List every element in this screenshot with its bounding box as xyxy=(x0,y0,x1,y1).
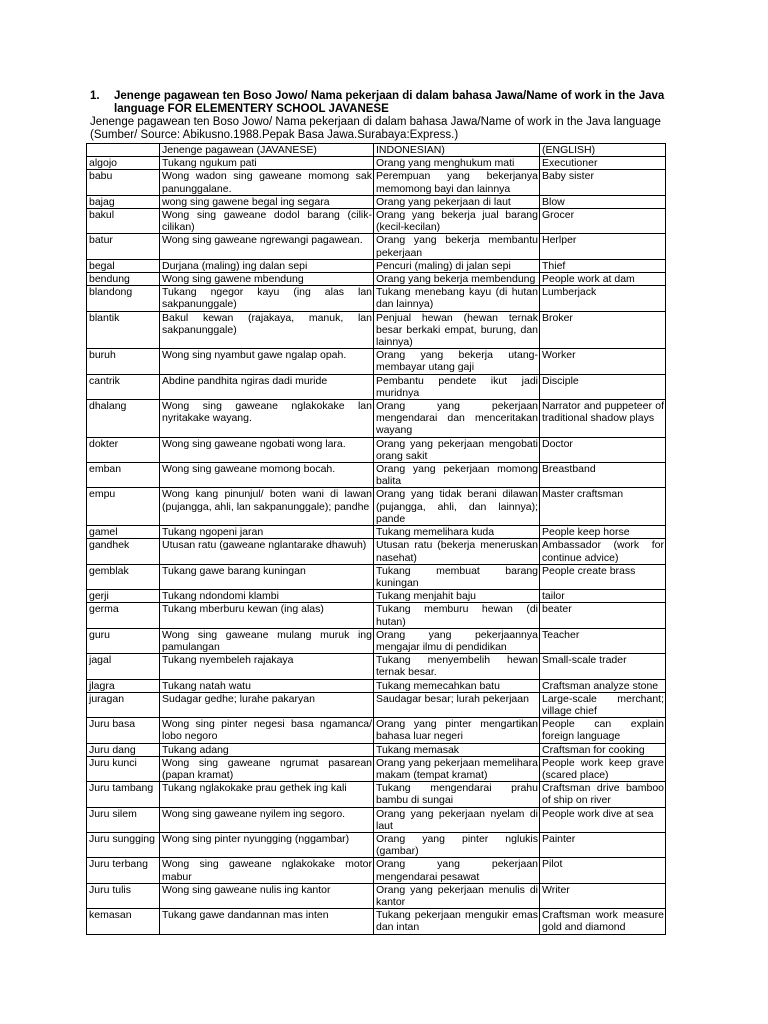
cell-word: batur xyxy=(87,234,160,259)
cell-word: Juru sungging xyxy=(87,832,160,857)
cell-indonesian: Orang yang bekerja jual barang (kecil-kecilan) xyxy=(374,209,540,234)
table-row xyxy=(87,756,666,781)
table-row xyxy=(87,718,666,743)
cell-english: Writer xyxy=(540,883,666,908)
table-row xyxy=(87,157,666,170)
cell-javanese: Wong sing gaweane ngobati wong lara. xyxy=(160,437,374,462)
table-row xyxy=(87,743,666,756)
cell-word: buruh xyxy=(87,349,160,374)
cell-word: Juru dang xyxy=(87,743,160,756)
cell-indonesian: Tukang memburu hewan (di hutan) xyxy=(374,603,540,628)
cell-word: germa xyxy=(87,603,160,628)
cell-english: Pilot xyxy=(540,858,666,883)
cell-javanese: Tukang gawe dandannan mas inten xyxy=(160,909,374,934)
table-row xyxy=(87,832,666,857)
cell-indonesian: Tukang menebang kayu (di hutan dan lainnya) xyxy=(374,286,540,311)
cell-javanese: Utusan ratu (gaweane nglantarake dhawuh) xyxy=(160,539,374,564)
cell-javanese: Wong sing pinter nyungging (nggambar) xyxy=(160,832,374,857)
heading xyxy=(90,90,680,116)
cell-javanese: Wong kang pinunjul/ boten wani di lawan (pujangga, ahli, lan sakpanunggale); pandhe xyxy=(160,488,374,526)
cell-indonesian: Orang yang pekerjaan mengendarai pesawat xyxy=(374,858,540,883)
table-row xyxy=(87,311,666,349)
column-header xyxy=(87,144,160,157)
cell-indonesian: Tukang memecahkan batu xyxy=(374,679,540,692)
cell-indonesian: Tukang menyembelih hewan ternak besar. xyxy=(374,654,540,679)
cell-english: Breastband xyxy=(540,463,666,488)
table-row xyxy=(87,539,666,564)
cell-javanese: Tukang adang xyxy=(160,743,374,756)
cell-english: Baby sister xyxy=(540,170,666,195)
cell-word: Juru kunci xyxy=(87,756,160,781)
table-row xyxy=(87,590,666,603)
table-row xyxy=(87,628,666,653)
cell-english: Ambassador (work for continue advice) xyxy=(540,539,666,564)
heading-title-line1: Jenenge pagawean ten Boso Jowo/ Nama pekerjaan di dalam bahasa Jawa/Name of work in the Java xyxy=(114,90,665,102)
cell-word: bakul xyxy=(87,209,160,234)
cell-english: Craftsman analyze stone xyxy=(540,679,666,692)
cell-javanese: Tukang ngegor kayu (ing alas lan sakpanunggale) xyxy=(160,286,374,311)
cell-indonesian: Tukang menjahit baju xyxy=(374,590,540,603)
cell-javanese: Tukang nyembeleh rajakaya xyxy=(160,654,374,679)
cell-javanese: Durjana (maling) ing dalan sepi xyxy=(160,259,374,272)
cell-word: bajag xyxy=(87,195,160,208)
cell-english: Doctor xyxy=(540,437,666,462)
cell-word: Juru terbang xyxy=(87,858,160,883)
cell-javanese: Wong sing gaweane nyilem ing segoro. xyxy=(160,807,374,832)
cell-indonesian: Pembantu pendete ikut jadi muridnya xyxy=(374,374,540,399)
table-row xyxy=(87,259,666,272)
cell-english: Small-scale trader xyxy=(540,654,666,679)
cell-indonesian: Orang yang pekerjaan di laut xyxy=(374,195,540,208)
cell-word: Juru silem xyxy=(87,807,160,832)
cell-indonesian: Orang yang pekerjaan nyelam di laut xyxy=(374,807,540,832)
cell-javanese: Wong sing gawene mbendung xyxy=(160,273,374,286)
cell-word: begal xyxy=(87,259,160,272)
table-row xyxy=(87,654,666,679)
cell-indonesian: Orang yang tidak berani dilawan (pujangga, ahli, dan lainnya); pande xyxy=(374,488,540,526)
table-row xyxy=(87,782,666,807)
cell-indonesian: Perempuan yang bekerjanya memomong bayi dan lainnya xyxy=(374,170,540,195)
cell-javanese: Tukang natah watu xyxy=(160,679,374,692)
column-header: Jenenge pagawean (JAVANESE) xyxy=(160,144,374,157)
cell-word: emban xyxy=(87,463,160,488)
table-row xyxy=(87,883,666,908)
table-row xyxy=(87,463,666,488)
cell-indonesian: Tukang memelihara kuda xyxy=(374,526,540,539)
cell-english: People work dive at sea xyxy=(540,807,666,832)
cell-english: Disciple xyxy=(540,374,666,399)
cell-english: Broker xyxy=(540,311,666,349)
cell-english: Painter xyxy=(540,832,666,857)
cell-javanese: Wong wadon sing gaweane momong sak panunggalane. xyxy=(160,170,374,195)
cell-word: Juru tulis xyxy=(87,883,160,908)
cell-word: bendung xyxy=(87,273,160,286)
cell-english: Craftsman drive bamboo of ship on river xyxy=(540,782,666,807)
cell-english: Blow xyxy=(540,195,666,208)
cell-english: Large-scale merchant; village chief xyxy=(540,692,666,717)
cell-english: People can explain foreign language xyxy=(540,718,666,743)
document-header xyxy=(90,90,680,142)
cell-word: kemasan xyxy=(87,909,160,934)
cell-indonesian: Tukang memasak xyxy=(374,743,540,756)
table-row xyxy=(87,286,666,311)
cell-word: jlagra xyxy=(87,679,160,692)
table-row xyxy=(87,858,666,883)
cell-indonesian: Orang yang pekerjaan memelihara makam (tempat kramat) xyxy=(374,756,540,781)
cell-indonesian: Orang yang bekerja membantu pekerjaan xyxy=(374,234,540,259)
cell-word: dokter xyxy=(87,437,160,462)
cell-javanese: Tukang mberburu kewan (ing alas) xyxy=(160,603,374,628)
cell-word: gerji xyxy=(87,590,160,603)
cell-javanese: wong sing gawene begal ing segara xyxy=(160,195,374,208)
table-row xyxy=(87,374,666,399)
cell-word: jagal xyxy=(87,654,160,679)
occupation-table xyxy=(86,143,666,935)
table-body xyxy=(87,144,666,935)
cell-english: Narrator and puppeteer of traditional shadow plays xyxy=(540,400,666,438)
cell-indonesian: Pencuri (maling) di jalan sepi xyxy=(374,259,540,272)
cell-indonesian: Orang yang pekerjaan menulis di kantor xyxy=(374,883,540,908)
table-row xyxy=(87,526,666,539)
cell-javanese: Wong sing gaweane ngrewangi pagawean. xyxy=(160,234,374,259)
cell-indonesian: Orang yang bekerja membendung xyxy=(374,273,540,286)
cell-word: juragan xyxy=(87,692,160,717)
cell-english: beater xyxy=(540,603,666,628)
table-row xyxy=(87,273,666,286)
cell-javanese: Bakul kewan (rajakaya, manuk, lan sakpanunggale) xyxy=(160,311,374,349)
cell-english: People keep horse xyxy=(540,526,666,539)
cell-indonesian: Orang yang pekerjaan mengendarai dan menceritakan wayang xyxy=(374,400,540,438)
cell-indonesian: Saudagar besar; lurah pekerjaan xyxy=(374,692,540,717)
cell-english: Thief xyxy=(540,259,666,272)
cell-javanese: Wong sing gaweane nulis ing kantor xyxy=(160,883,374,908)
cell-word: dhalang xyxy=(87,400,160,438)
cell-javanese: Wong sing gaweane mulang muruk ing pamulangan xyxy=(160,628,374,653)
table-row xyxy=(87,234,666,259)
cell-javanese: Tukang ngopeni jaran xyxy=(160,526,374,539)
table-row xyxy=(87,909,666,934)
cell-word: cantrik xyxy=(87,374,160,399)
cell-word: blandong xyxy=(87,286,160,311)
cell-indonesian: Tukang membuat barang kuningan xyxy=(374,564,540,589)
table-row xyxy=(87,195,666,208)
heading-number: 1. xyxy=(90,90,100,102)
table-header-row xyxy=(87,144,666,157)
subtitle xyxy=(90,116,680,142)
subtitle-source: (Sumber/ Source: Abikusno.1988.Pepak Basa Jawa.Surabaya:Express.) xyxy=(90,129,459,141)
table-row xyxy=(87,400,666,438)
cell-word: guru xyxy=(87,628,160,653)
column-header: (ENGLISH) xyxy=(540,144,666,157)
cell-javanese: Wong sing gaweane momong bocah. xyxy=(160,463,374,488)
cell-word: blantik xyxy=(87,311,160,349)
cell-english: tailor xyxy=(540,590,666,603)
cell-word: gamel xyxy=(87,526,160,539)
cell-javanese: Tukang ndondomi klambi xyxy=(160,590,374,603)
cell-english: Lumberjack xyxy=(540,286,666,311)
cell-indonesian: Penjual hewan (hewan ternak besar berkaki empat, burung, dan lainnya) xyxy=(374,311,540,349)
cell-english: People work at dam xyxy=(540,273,666,286)
subtitle-line1: Jenenge pagawean ten Boso Jowo/ Nama pekerjaan di dalam bahasa Jawa/Name of work in the Java language xyxy=(90,116,661,128)
cell-word: Juru tambang xyxy=(87,782,160,807)
cell-javanese: Tukang gawe barang kuningan xyxy=(160,564,374,589)
cell-english: Grocer xyxy=(540,209,666,234)
column-header: INDONESIAN) xyxy=(374,144,540,157)
cell-word: Juru basa xyxy=(87,718,160,743)
cell-word: empu xyxy=(87,488,160,526)
cell-english: Craftsman for cooking xyxy=(540,743,666,756)
cell-word: algojo xyxy=(87,157,160,170)
cell-javanese: Wong sing gaweane nglakokake lan nyritakake wayang. xyxy=(160,400,374,438)
cell-indonesian: Tukang mengendarai prahu bambu di sungai xyxy=(374,782,540,807)
table-row xyxy=(87,488,666,526)
cell-javanese: Abdine pandhita ngiras dadi muride xyxy=(160,374,374,399)
table-row xyxy=(87,679,666,692)
cell-javanese: Tukang nglakokake prau gethek ing kali xyxy=(160,782,374,807)
cell-indonesian: Orang yang pekerjaan momong balita xyxy=(374,463,540,488)
table-row xyxy=(87,209,666,234)
cell-indonesian: Orang yang bekerja utang-membayar utang gaji xyxy=(374,349,540,374)
cell-indonesian: Orang yang menghukum mati xyxy=(374,157,540,170)
cell-indonesian: Utusan ratu (bekerja meneruskan nasehat) xyxy=(374,539,540,564)
cell-word: gandhek xyxy=(87,539,160,564)
cell-english: Worker xyxy=(540,349,666,374)
cell-javanese: Wong sing gaweane ngrumat pasarean (papan kramat) xyxy=(160,756,374,781)
table-row xyxy=(87,437,666,462)
cell-javanese: Sudagar gedhe; lurahe pakaryan xyxy=(160,692,374,717)
cell-english: Craftsman work measure gold and diamond xyxy=(540,909,666,934)
cell-javanese: Wong sing pinter negesi basa ngamanca/ lobo negoro xyxy=(160,718,374,743)
cell-english: Executioner xyxy=(540,157,666,170)
table-row xyxy=(87,603,666,628)
cell-word: gemblak xyxy=(87,564,160,589)
cell-english: Teacher xyxy=(540,628,666,653)
cell-word: babu xyxy=(87,170,160,195)
table-row xyxy=(87,349,666,374)
heading-title-line2: language FOR ELEMENTERY SCHOOL JAVANESE xyxy=(114,103,389,115)
cell-english: Master craftsman xyxy=(540,488,666,526)
table-row xyxy=(87,692,666,717)
cell-javanese: Wong sing gaweane dodol barang (cilik-cilikan) xyxy=(160,209,374,234)
cell-javanese: Wong sing nyambut gawe ngalap opah. xyxy=(160,349,374,374)
table-row xyxy=(87,807,666,832)
table-row xyxy=(87,170,666,195)
cell-javanese: Wong sing gaweane nglakokake motor mabur xyxy=(160,858,374,883)
cell-english: People create brass xyxy=(540,564,666,589)
cell-indonesian: Orang yang pinter nglukis (gambar) xyxy=(374,832,540,857)
cell-english: People work keep grave (scared place) xyxy=(540,756,666,781)
cell-indonesian: Tukang pekerjaan mengukir emas dan intan xyxy=(374,909,540,934)
cell-english: Herlper xyxy=(540,234,666,259)
cell-indonesian: Orang yang pinter mengartikan bahasa luar negeri xyxy=(374,718,540,743)
cell-indonesian: Orang yang pekerjaannya mengajar ilmu di pendidikan xyxy=(374,628,540,653)
cell-javanese: Tukang ngukum pati xyxy=(160,157,374,170)
table-row xyxy=(87,564,666,589)
cell-indonesian: Orang yang pekerjaan mengobati orang sakit xyxy=(374,437,540,462)
